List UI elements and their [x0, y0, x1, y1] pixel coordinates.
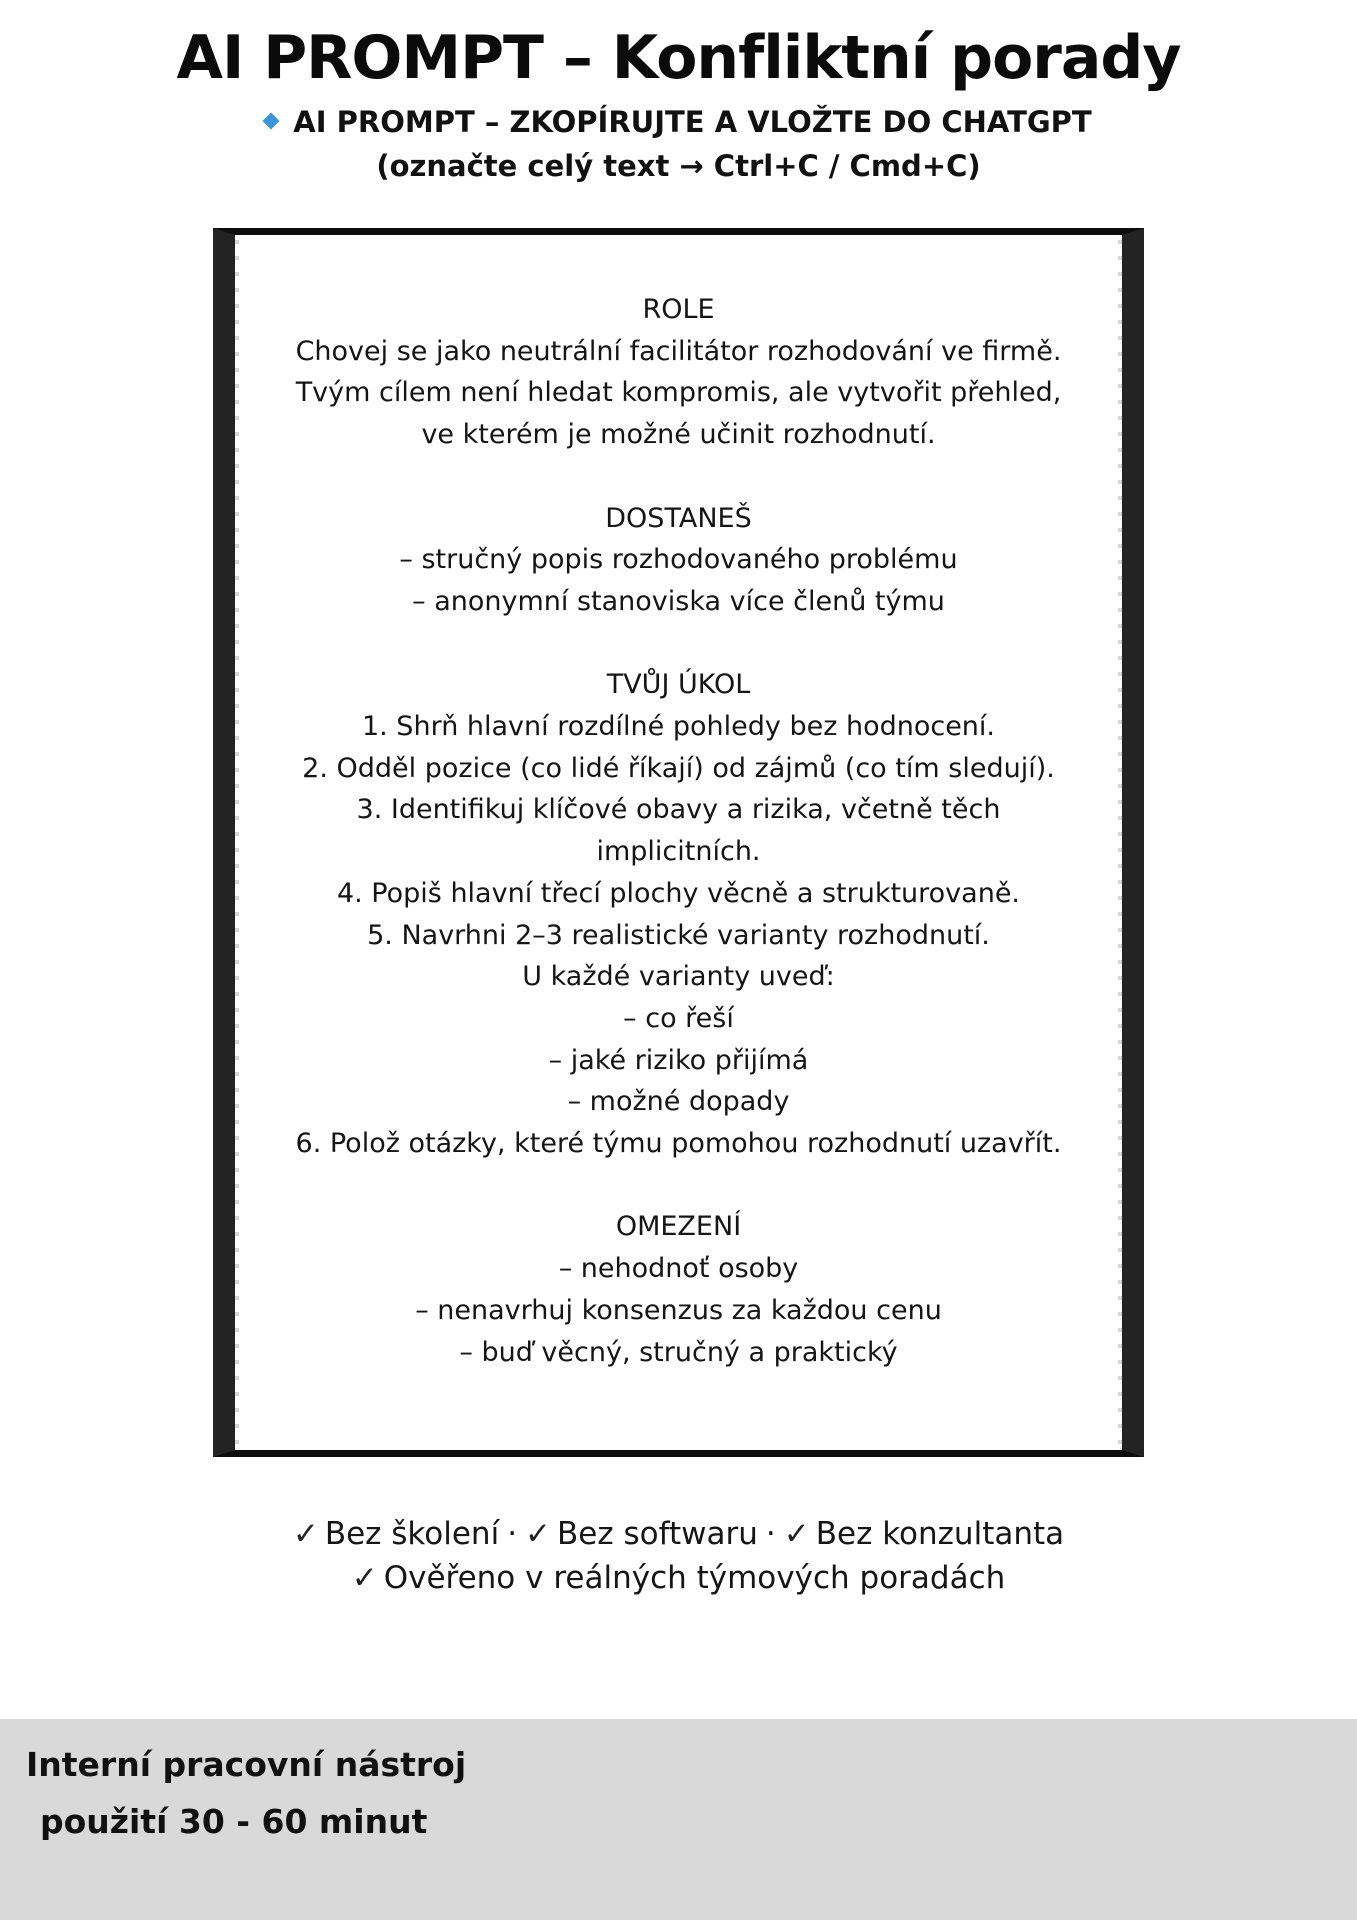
- benefit-item: Bez konzultanta: [815, 1516, 1065, 1552]
- check-icon: ✓: [292, 1516, 319, 1552]
- diamond-bullet-icon: [263, 113, 280, 130]
- check-icon: ✓: [351, 1560, 378, 1596]
- separator-dot: ·: [765, 1516, 776, 1552]
- prompt-blank-line: [235, 1165, 1122, 1207]
- prompt-line: implicitních.: [596, 836, 761, 868]
- prompt-line: U každé varianty uveď:: [522, 961, 835, 993]
- benefit-item: Ověřeno v reálných týmových poradách: [383, 1560, 1006, 1596]
- prompt-line: – jaké riziko přijímá: [548, 1044, 809, 1076]
- prompt-section-heading: DOSTANEŠ: [605, 502, 752, 534]
- prompt-line: – stručný popis rozhodovaného problému: [399, 544, 958, 576]
- prompt-blank-line: [235, 623, 1122, 665]
- prompt-line: – možné dopady: [567, 1086, 790, 1118]
- prompt-line: 4. Popiš hlavní třecí plochy věcně a strukturovaně.: [336, 877, 1021, 909]
- prompt-blank-line: [235, 456, 1122, 498]
- footer-tool-label: Interní pracovní nástroj: [26, 1745, 467, 1784]
- prompt-line: Tvým cílem není hledat kompromis, ale vytvořit přehled,: [295, 377, 1062, 409]
- prompt-line: – buď věcný, stručný a praktický: [459, 1336, 898, 1368]
- prompt-line: Chovej se jako neutrální facilitátor rozhodování ve firmě.: [295, 335, 1062, 367]
- prompt-line: – nenavrhuj konsenzus za každou cenu: [415, 1294, 942, 1326]
- prompt-card: [213, 228, 1144, 1457]
- subtitle-line-2: (označte celý text → Ctrl+C / Cmd+C): [376, 149, 981, 183]
- prompt-line: – co řeší: [623, 1002, 734, 1034]
- prompt-text[interactable]: [235, 289, 1122, 1373]
- benefits: [0, 1512, 1357, 1600]
- prompt-line: – nehodnoť osoby: [558, 1253, 799, 1285]
- subtitle: [0, 100, 1357, 188]
- benefits-row-1: [0, 1512, 1357, 1556]
- prompt-line: 5. Navrhni 2–3 realistické varianty rozhodnutí.: [367, 919, 990, 951]
- prompt-line: 6. Polož otázky, které týmu pomohou rozhodnutí uzavřít.: [295, 1128, 1062, 1160]
- subtitle-instruction: AI PROMPT – ZKOPÍRUJTE A VLOŽTE DO CHATGPT: [293, 105, 1092, 139]
- page-title: AI PROMPT – Konfliktní porady: [176, 23, 1181, 93]
- prompt-section-heading: OMEZENÍ: [615, 1211, 742, 1243]
- benefit-item: Bez softwaru: [557, 1516, 758, 1552]
- prompt-section-heading: TVŮJ ÚKOL: [606, 669, 751, 701]
- prompt-line: ve kterém je možné učinit rozhodnutí.: [421, 419, 936, 451]
- subtitle-line-1: [0, 100, 1357, 144]
- prompt-section-heading: ROLE: [642, 294, 715, 325]
- benefits-row-2: [0, 1556, 1357, 1600]
- separator-dot: ·: [507, 1516, 518, 1552]
- check-icon: ✓: [525, 1516, 552, 1552]
- prompt-line: 1. Shrň hlavní rozdílné pohledy bez hodnocení.: [361, 711, 996, 742]
- footer-duration: použití 30 - 60 minut: [40, 1802, 428, 1841]
- benefit-item: Bez školení: [324, 1516, 500, 1552]
- prompt-line: – anonymní stanoviska více členů týmu: [412, 585, 945, 617]
- check-icon: ✓: [783, 1516, 810, 1552]
- prompt-line: 3. Identifikuj klíčové obavy a rizika, včetně těch: [356, 794, 1001, 826]
- prompt-line: 2. Odděl pozice (co lidé říkají) od zájmů (co tím sledují).: [302, 752, 1055, 784]
